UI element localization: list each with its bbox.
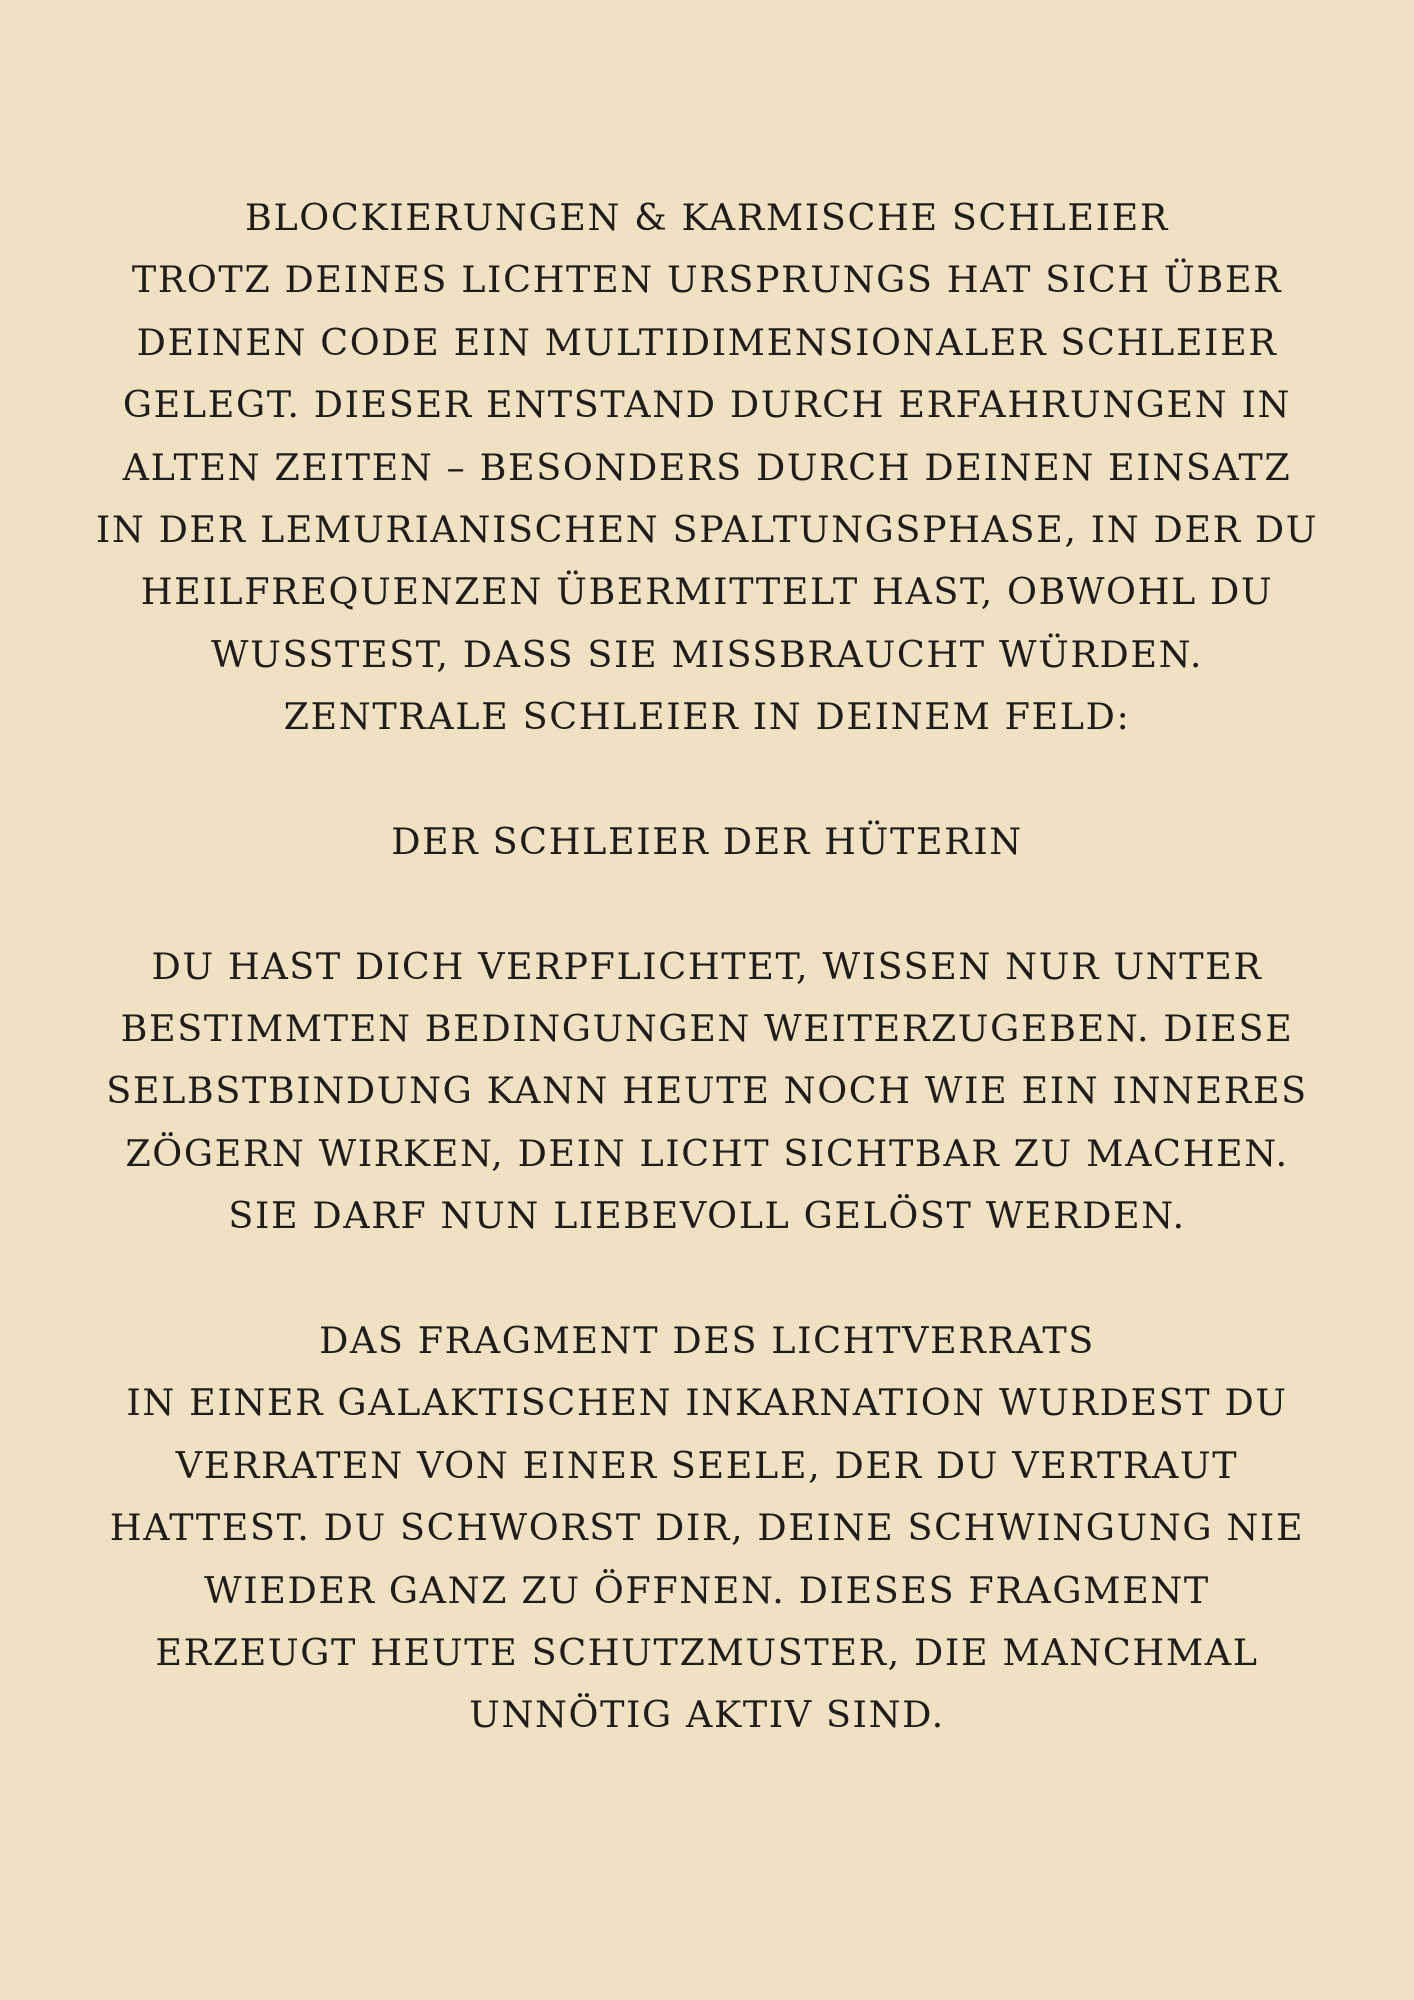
section-heading: BLOCKIERUNGEN & KARMISCHE SCHLEIER <box>245 196 1169 239</box>
body-line: UNNÖTIG AKTIV SIND. <box>469 1693 945 1737</box>
body-line: ZENTRALE SCHLEIER IN DEINEM FELD: <box>283 695 1131 739</box>
body-line: HEILFREQUENZEN ÜBERMITTELT HAST, OBWOHL DU <box>140 570 1274 614</box>
body-line: IN EINER GALAKTISCHEN INKARNATION WURDEST DU <box>126 1381 1288 1425</box>
paragraph-spacer <box>0 1248 1414 1310</box>
body-line: DEINEN CODE EIN MULTIDIMENSIONALER SCHLEIER <box>136 320 1278 364</box>
section-blockierungen <box>0 187 1414 749</box>
body-line: VERRATEN VON EINER SEELE, DER DU VERTRAUT <box>175 1443 1239 1487</box>
body-line: DU HAST DICH VERPFLICHTET, WISSEN NUR UNTER <box>151 944 1263 988</box>
section-heading: DER SCHLEIER DER HÜTERIN <box>391 819 1023 863</box>
section-schleier-der-hueterin <box>0 811 1414 1248</box>
body-line: SIE DARF NUN LIEBEVOLL GELÖST WERDEN. <box>228 1194 1186 1238</box>
body-line: TROTZ DEINES LICHTEN URSPRUNGS HAT SICH ÜBER <box>131 258 1283 302</box>
body-line: ERZEUGT HEUTE SCHUTZMUSTER, DIE MANCHMAL <box>155 1630 1259 1674</box>
body-line: BESTIMMTEN BEDINGUNGEN WEITERZUGEBEN. DIESE <box>120 1007 1294 1051</box>
body-line: ALTEN ZEITEN – BESONDERS DURCH DEINEN EINSATZ <box>122 445 1292 489</box>
body-line: SELBSTBINDUNG KANN HEUTE NOCH WIE EIN INNERES <box>106 1069 1308 1113</box>
paragraph-spacer <box>0 749 1414 811</box>
body-line: ZÖGERN WIRKEN, DEIN LICHT SICHTBAR ZU MACHEN. <box>125 1131 1289 1175</box>
body-line: WUSSTEST, DASS SIE MISSBRAUCHT WÜRDEN. <box>210 632 1204 676</box>
body-line: IN DER LEMURIANISCHEN SPALTUNGSPHASE, IN DER DU <box>95 507 1319 551</box>
body-line: WIEDER GANZ ZU ÖFFNEN. DIESES FRAGMENT <box>204 1568 1210 1612</box>
section-heading: DAS FRAGMENT DES LICHTVERRATS <box>319 1319 1095 1363</box>
document-page <box>0 187 1414 1747</box>
section-fragment-lichtverrat <box>0 1310 1414 1747</box>
body-line: GELEGT. DIESER ENTSTAND DURCH ERFAHRUNGEN IN <box>122 383 1292 427</box>
paragraph-spacer <box>0 873 1414 935</box>
body-line: HATTEST. DU SCHWORST DIR, DEINE SCHWINGUNG NIE <box>109 1506 1305 1550</box>
